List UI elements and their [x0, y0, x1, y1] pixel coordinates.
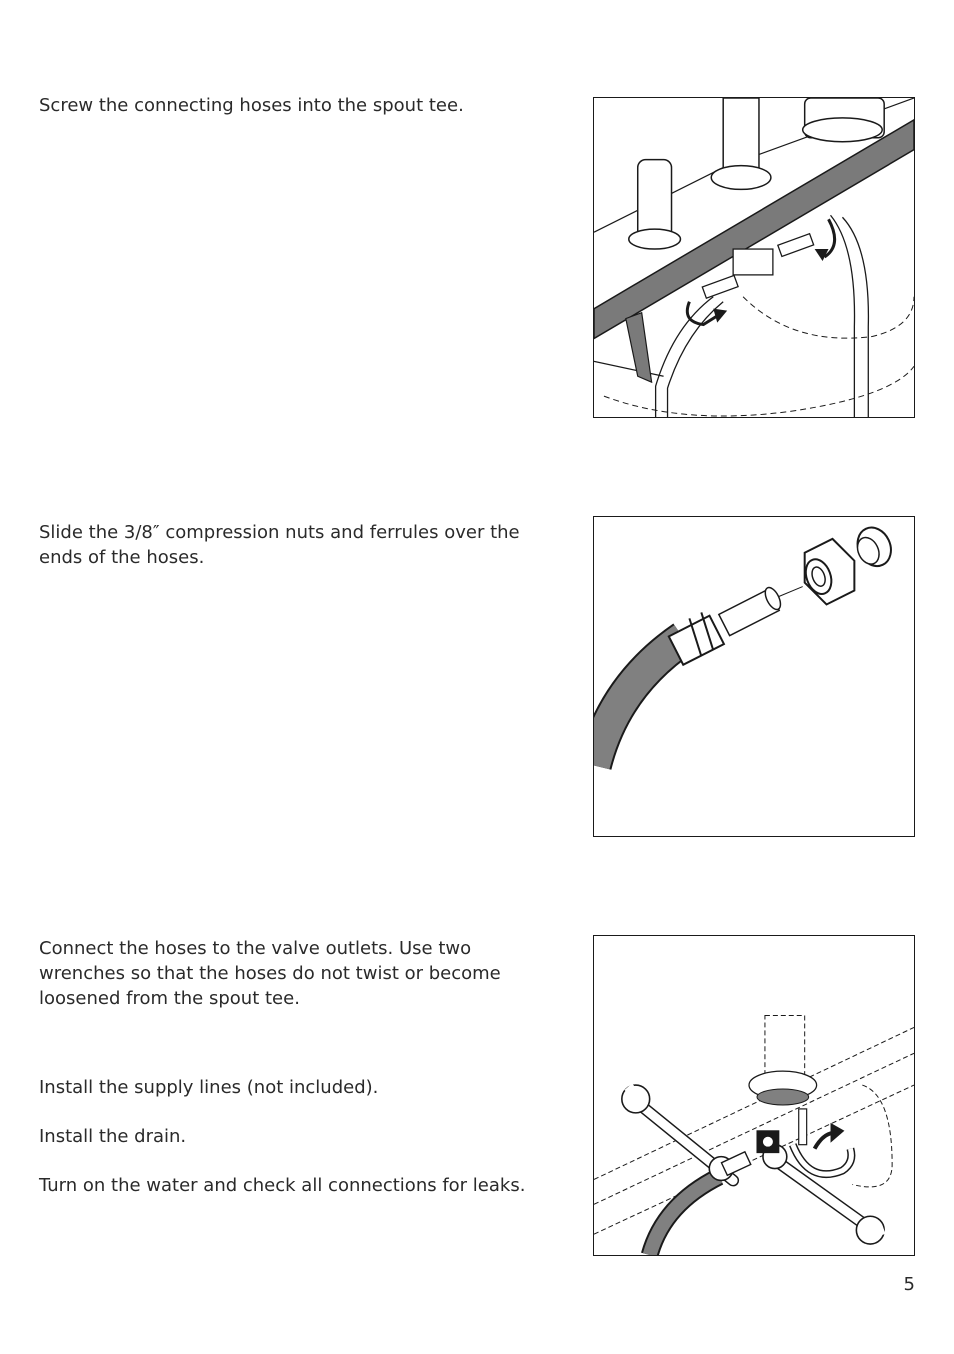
page-number: 5	[903, 1274, 915, 1295]
hose-into-spout-tee-icon	[594, 98, 914, 417]
step-text-drain: Install the drain.	[39, 1126, 187, 1147]
step-text-supply-lines: Install the supply lines (not included).	[39, 1077, 379, 1098]
step-text-connect-valves: Connect the hoses to the valve outlets. Use two wrenches so that the hoses do not twist or become loosened from the spout tee.	[39, 938, 501, 1009]
step-text-slide-nuts: Slide the 3/8″ compression nuts and ferrules over the ends of the hoses.	[39, 522, 520, 568]
compression-nut-ferrule-icon	[594, 517, 914, 836]
step-text-screw-hoses: Screw the connecting hoses into the spout tee.	[39, 95, 464, 116]
two-wrench-valve-connection-icon	[594, 936, 914, 1255]
figure-valve-wrenches	[593, 935, 915, 1256]
figure-spout-tee	[593, 97, 915, 418]
step-text-check-leaks: Turn on the water and check all connections for leaks.	[39, 1175, 526, 1196]
figure-compression-nut	[593, 516, 915, 837]
